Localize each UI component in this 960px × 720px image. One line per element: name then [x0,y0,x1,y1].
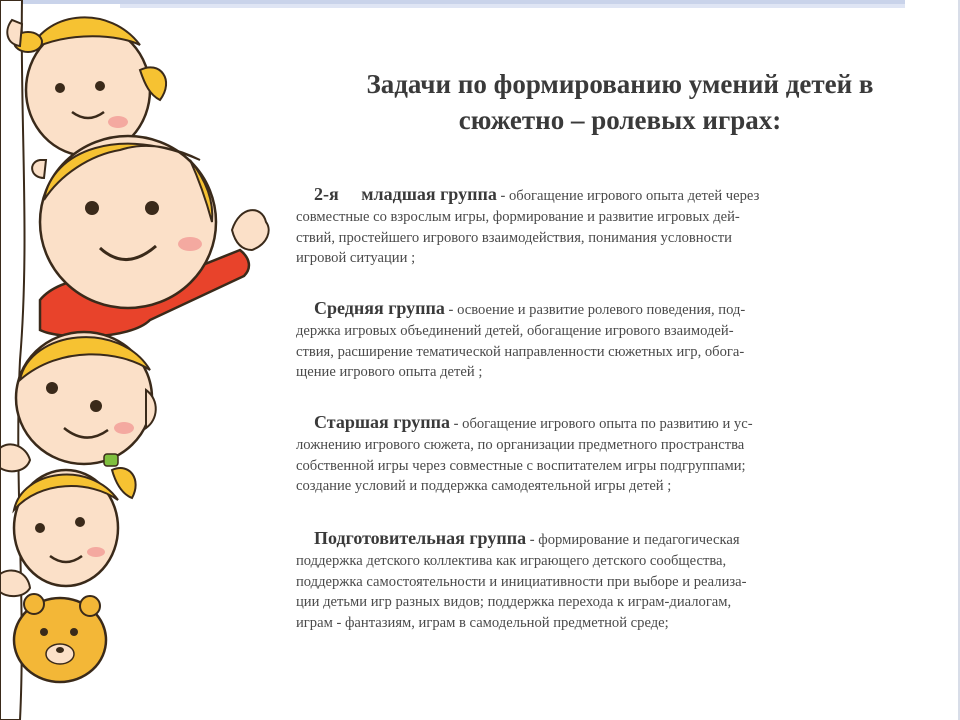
section-text: игровой ситуации ; [296,250,416,267]
title-line-2: сюжетно – ролевых играх: [458,105,782,135]
section-heading: 2-я младшая группа [314,184,497,204]
section-preparatory: Подготовительная группа - формирование и педагогическая поддержка детского коллектива как играющего детского сообщества, поддержка самостоятельности и инициативности при выборе и реализа- ции детьми игр разных видов; поддержка перехода к играм-диалогам, играм - фантазиям, играм в самодельной предметной среде; [296,528,946,634]
section-text: совместные со взрослым игры, формирование и развитие игровых дей- [296,208,740,225]
children-illustration [0,0,290,720]
section-senior: Старшая группа - обогащение игрового опыта по развитию и ус- ложнению игрового сюжета, по организации предметного пространства собственной игры через совместные с воспитателем игры подгруппами; создание условий и поддержка самодеятельной игры детей ; [296,412,946,497]
section-text: ции детьми игр разных видов; поддержка перехода к играм-диалогам, [296,594,732,611]
section-text: поддержка самостоятельности и инициативности при выборе и реализа- [296,573,747,590]
section-text: играм - фантазиям, играм в самодельной предметной среде; [296,615,669,632]
section-text: ствий, простейшего игрового взаимодействия, понимания условности [296,229,732,246]
kid-3 [0,332,156,471]
section-text: щение игрового опыта детей ; [296,364,483,381]
kid-2 [32,136,269,337]
section-text: формирование и педагогическая [538,532,740,548]
section-heading: Подготовительная группа [314,528,527,548]
section-text: создание условий и поддержка самодеятельной игры детей ; [296,478,672,495]
section-heading: Старшая группа [314,412,450,432]
section-text: собственной игры через совместные с воспитателем игры подгруппами; [296,457,746,474]
section-text: освоение и развитие ролевого поведения, под- [457,302,746,318]
section-junior-2: 2-я младшая группа - обогащение игрового опыта детей через совместные со взрослым игры, формирование и развитие игровых дей- ствий, простейшего игрового взаимодействия, понимания условности игровой ситуации ; [296,184,946,269]
section-text: поддержка детского коллектива как играющего детского сообщества, [296,552,727,569]
kid-1 [7,17,166,156]
kid-4 [0,454,136,596]
slide-title [290,66,950,138]
title-line-1: Задачи по формированию умений детей в [366,69,874,99]
section-text: обогащение игрового опыта по развитию и ус- [462,416,753,432]
section-text: обогащение игрового опыта детей через [509,188,760,204]
section-text: ложнению игрового сюжета, по организации предметного пространства [296,436,745,453]
section-text: ствия, расширение тематической направленности сюжетных игр, обога- [296,343,745,360]
section-text: держка игровых объединений детей, обогащение игрового взаимодей- [296,322,734,339]
bear [14,594,106,682]
section-heading: Средняя группа [314,298,445,318]
section-middle: Средняя группа - освоение и развитие ролевого поведения, под- держка игровых объединений детей, обогащение игрового взаимодей- ствия, расширение тематической направленности сюжетных игр, обога- щение игрового опыта детей ; [296,298,946,383]
